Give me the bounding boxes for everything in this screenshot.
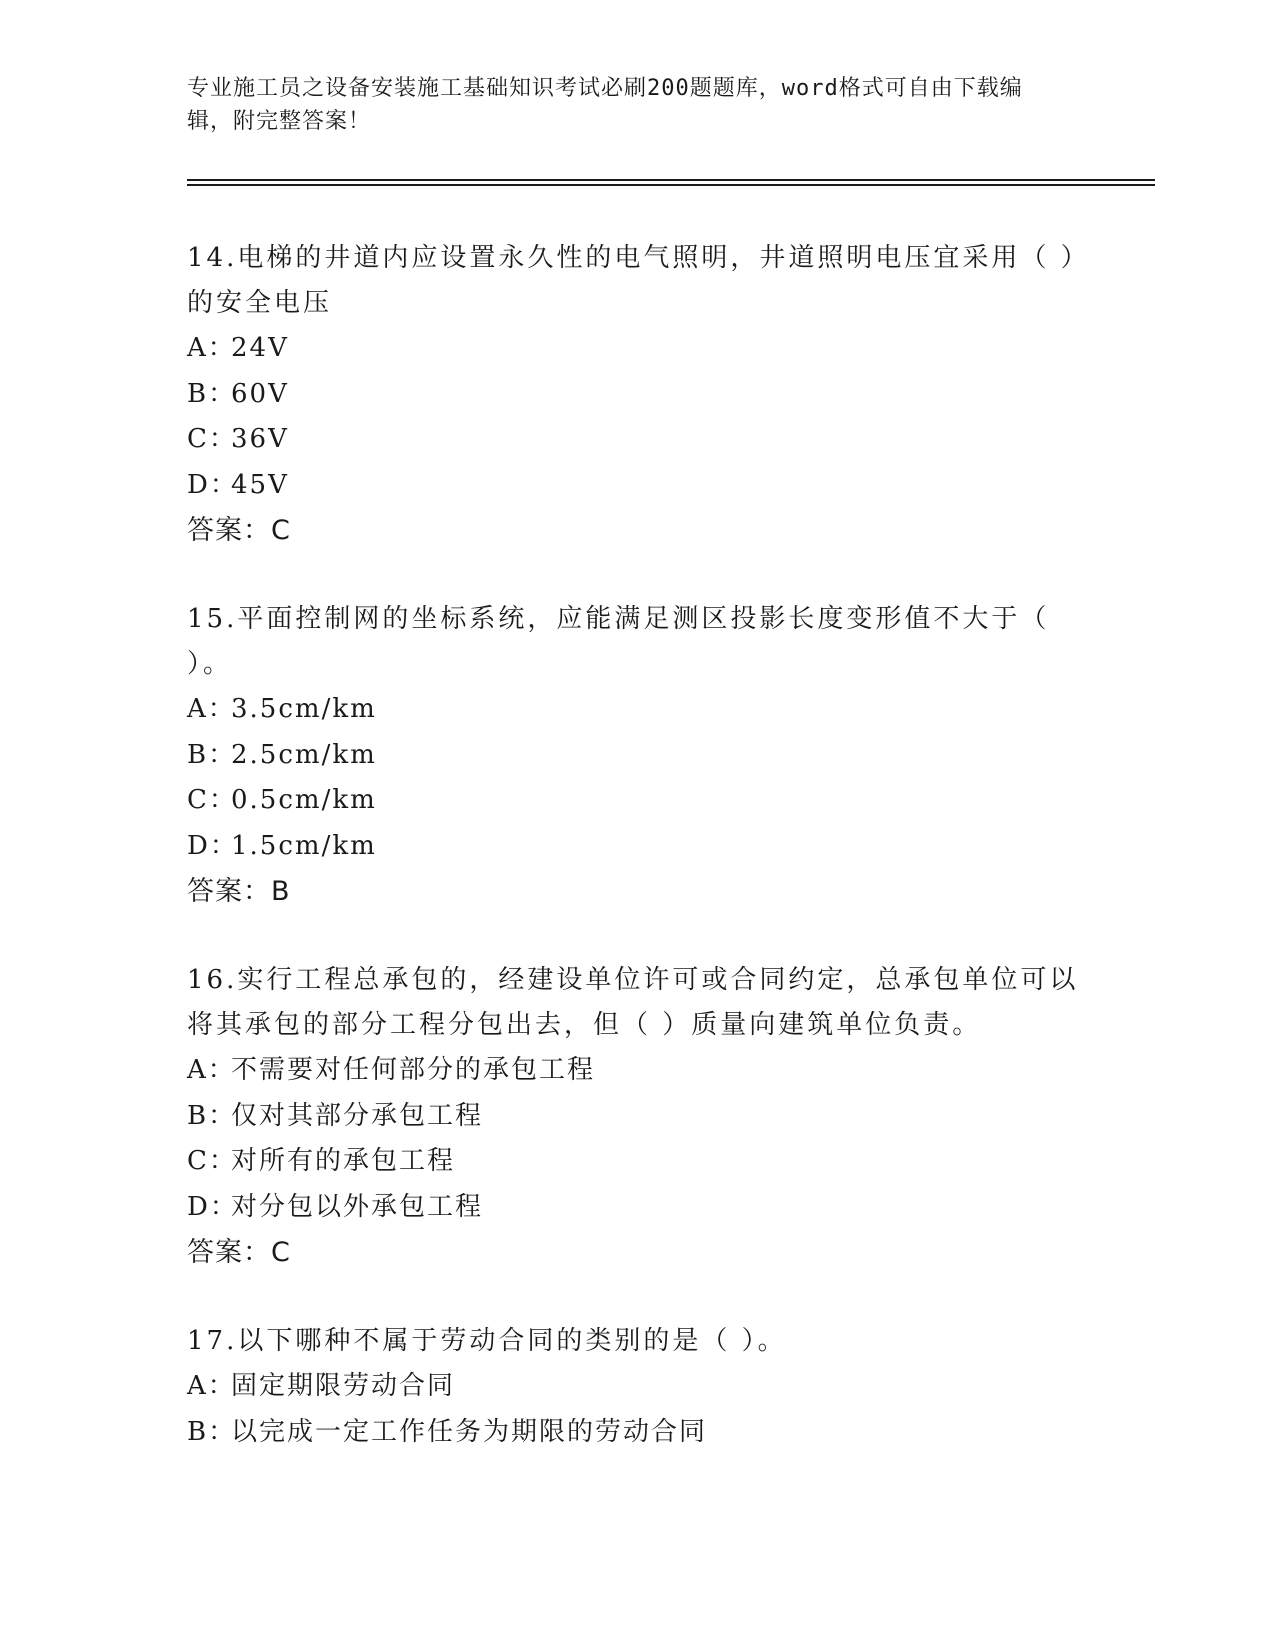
question-stem: 15.平面控制网的坐标系统，应能满足测区投影长度变形值不大于（ ）。 (187, 604, 1050, 679)
question-list (187, 236, 1087, 1499)
option-a (187, 326, 1087, 372)
option-key: A： (187, 694, 236, 724)
option-b (187, 372, 1087, 418)
option-text: 固定期限劳动合同 (231, 1371, 456, 1401)
option-key: D： (187, 830, 238, 861)
option-d (187, 463, 1087, 509)
question-stem: 14.电梯的井道内应设置永久性的电气照明，井道照明电压宜采用（ ）的安全电压 (187, 243, 1077, 318)
option-text: 仅对其部分承包工程 (231, 1100, 484, 1131)
question-stem: 17.以下哪种不属于劳动合同的类别的是（ ）。 (187, 1326, 787, 1356)
option-key: D： (187, 1191, 238, 1222)
answer-line: 答案：C (187, 515, 291, 546)
option-text: 对所有的承包工程 (231, 1146, 456, 1176)
option-text: 0.5cm/km (231, 785, 377, 815)
option-key: D： (187, 469, 238, 500)
header-divider-top (187, 179, 1155, 181)
option-c (187, 778, 1087, 824)
option-text: 对分包以外承包工程 (231, 1191, 484, 1222)
option-key: A： (187, 1055, 236, 1085)
question-15 (187, 597, 1087, 914)
option-a (187, 1048, 1087, 1094)
option-c (187, 417, 1087, 463)
option-key: A： (187, 1371, 236, 1401)
option-text: 60V (231, 378, 289, 409)
option-key: B： (187, 739, 237, 770)
option-key: B： (187, 1100, 237, 1131)
option-text: 3.5cm/km (231, 694, 377, 724)
option-text: 不需要对任何部分的承包工程 (231, 1055, 596, 1085)
option-text: 24V (231, 333, 289, 363)
answer-line: 答案：B (187, 876, 291, 907)
option-b (187, 1094, 1087, 1140)
option-d (187, 1185, 1087, 1231)
question-17 (187, 1319, 1087, 1455)
question-stem: 16.实行工程总承包的，经建设单位许可或合同约定，总承包单位可以将其承包的部分工程分包出去，但（ ）质量向建筑单位负责。 (187, 965, 1079, 1040)
option-key: C： (187, 785, 237, 815)
option-b (187, 1410, 1087, 1456)
option-d (187, 824, 1087, 870)
option-key: B： (187, 378, 237, 409)
option-a (187, 1364, 1087, 1410)
option-b (187, 733, 1087, 779)
option-text: 2.5cm/km (231, 739, 377, 770)
option-text: 36V (231, 424, 289, 454)
option-text: 以完成一定工作任务为期限的劳动合同 (231, 1416, 708, 1447)
option-key: C： (187, 424, 237, 454)
option-a (187, 687, 1087, 733)
option-text: 45V (231, 469, 289, 500)
question-14 (187, 236, 1087, 553)
question-16 (187, 958, 1087, 1275)
option-c (187, 1139, 1087, 1185)
answer-line: 答案：C (187, 1237, 291, 1268)
option-key: B： (187, 1416, 237, 1447)
header-divider-bottom (187, 184, 1155, 186)
option-key: C： (187, 1146, 237, 1176)
option-text: 1.5cm/km (231, 830, 377, 861)
header-title: 专业施工员之设备安装施工基础知识考试必刷200题题库，word格式可自由下载编辑，附完整答案！ (187, 76, 1023, 134)
option-key: A： (187, 333, 236, 363)
document-header (187, 72, 1067, 138)
